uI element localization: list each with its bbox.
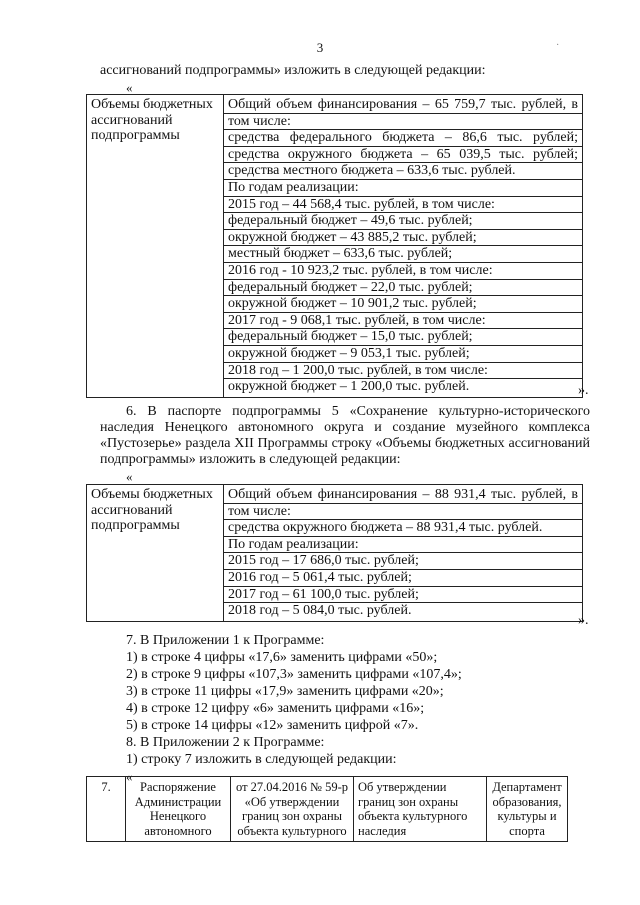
cell-document: Распоряжение Администрации Ненецкого автономного	[126, 777, 231, 842]
budget-table-2-content	[224, 485, 583, 622]
table-row: средства окружного бюджета – 65 039,5 тыс. рублей;	[224, 147, 582, 164]
cell-title: Об утверждении границ зон охраны объекта культурного наследия	[354, 777, 487, 842]
table-row: федеральный бюджет – 49,6 тыс. рублей;	[224, 213, 582, 230]
cell-number: 7.	[87, 777, 126, 842]
table-row: 2018 год – 1 200,0 тыс. рублей, в том числе:	[224, 363, 582, 380]
table-row: средства окружного бюджета – 88 931,4 тыс. рублей.	[224, 520, 582, 537]
budget-table-1-label	[87, 95, 224, 398]
table-row: По годам реализации:	[224, 537, 582, 554]
table-row: федеральный бюджет – 15,0 тыс. рублей;	[224, 329, 582, 346]
paragraph-6-line-1: 6. В паспорте подпрограммы 5 «Сохранение культурно-исторического	[126, 404, 590, 419]
table-row: 2017 год – 61 100,0 тыс. рублей;	[224, 587, 582, 604]
list-line: 7. В Приложении 1 к Программе:	[126, 633, 325, 648]
table-row: 2016 год - 10 923,2 тыс. рублей, в том числе:	[224, 263, 582, 280]
table-row: 2016 год – 5 061,4 тыс. рублей;	[224, 570, 582, 587]
label-line: Объемы бюджетных	[91, 97, 213, 112]
table-row: том числе:	[224, 114, 582, 131]
page-number: 3	[316, 40, 324, 55]
list-line: 1) строку 7 изложить в следующей редакции:	[126, 752, 397, 767]
close-quote-1: ».	[578, 383, 589, 398]
table-row: 2017 год - 9 068,1 тыс. рублей, в том числе:	[224, 313, 582, 330]
table-row: окружной бюджет – 1 200,0 тыс. рублей.	[228, 379, 470, 395]
appendix-table	[86, 776, 568, 842]
table-row: Общий объем финансирования – 88 931,4 тыс. рублей, в	[224, 487, 582, 504]
corner-mark: ·	[556, 40, 560, 51]
table-row: местный бюджет – 633,6 тыс. рублей;	[224, 246, 582, 263]
open-quote-3: «	[126, 769, 133, 784]
label-line: ассигнований	[91, 502, 173, 518]
paragraph-6-line-2: наследия Ненецкого автономного округа и создание музейного комплекса	[100, 420, 590, 435]
paragraph-6-line-4: подпрограммы» изложить в следующей редакции:	[100, 452, 401, 467]
table-row: том числе:	[224, 504, 582, 521]
list-line: 4) в строке 12 цифру «6» заменить цифрами «16»;	[126, 701, 425, 716]
list-line: 3) в строке 11 цифры «17,9» заменить цифрами «20»;	[126, 684, 444, 699]
label-line: подпрограммы	[91, 128, 180, 144]
cell-date: от 27.04.2016 № 59-р «Об утверждении границ зон охраны объекта культурного	[231, 777, 354, 842]
table-row: По годам реализации:	[224, 180, 582, 197]
list-line: 1) в строке 4 цифры «17,6» заменить цифрами «50»;	[126, 650, 438, 665]
close-quote-2: ».	[578, 613, 589, 628]
label-line: ассигнований	[91, 112, 173, 128]
list-line: 5) в строке 14 цифры «12» заменить цифрой «7».	[126, 718, 419, 733]
list-line: 8. В Приложении 2 к Программе:	[126, 735, 325, 750]
label-line: Объемы бюджетных	[91, 487, 213, 502]
budget-table-2-label	[87, 485, 224, 622]
intro-line: ассигнований подпрограммы» изложить в следующей редакции:	[100, 63, 486, 78]
table-row: 2015 год – 44 568,4 тыс. рублей, в том числе:	[224, 197, 582, 214]
open-quote-2: «	[126, 469, 133, 484]
table-row: федеральный бюджет – 22,0 тыс. рублей;	[224, 280, 582, 297]
table-row: окружной бюджет – 43 885,2 тыс. рублей;	[224, 230, 582, 247]
budget-table-2	[86, 484, 583, 622]
table-row: Общий объем финансирования – 65 759,7 тыс. рублей, в	[224, 97, 582, 114]
table-row: 2018 год – 5 084,0 тыс. рублей.	[228, 603, 412, 619]
cell-department: Департамент образования, культуры и спорта	[487, 777, 568, 842]
label-line: подпрограммы	[91, 518, 180, 534]
table-row: средства местного бюджета – 633,6 тыс. рублей.	[224, 163, 582, 180]
paragraph-6-line-3: «Пустозерье» раздела XII Программы строку «Объемы бюджетных ассигнований	[100, 436, 590, 451]
budget-table-1-content	[224, 95, 583, 398]
table-row	[87, 777, 568, 842]
budget-table-1	[86, 94, 583, 398]
open-quote-1: «	[126, 80, 133, 95]
table-row: 2015 год – 17 686,0 тыс. рублей;	[224, 553, 582, 570]
table-row: окружной бюджет – 9 053,1 тыс. рублей;	[224, 346, 582, 363]
table-row: средства федерального бюджета – 86,6 тыс. рублей;	[224, 130, 582, 147]
list-line: 2) в строке 9 цифры «107,3» заменить цифрами «107,4»;	[126, 667, 462, 682]
table-row: окружной бюджет – 10 901,2 тыс. рублей;	[224, 296, 582, 313]
